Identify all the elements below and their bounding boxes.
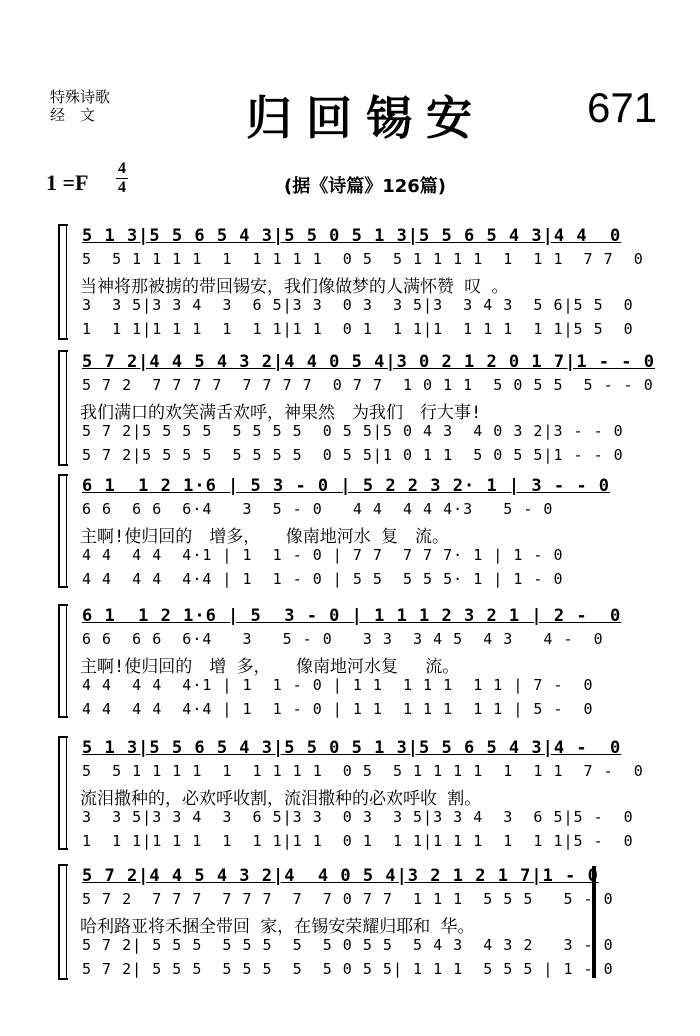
bass-line: 4 4 4 4 4·4 | 1 1 - 0 | 5 5 5 5 5· 1 | 1 - 0 [82,570,564,588]
soprano-line: 5 7 2|4 4 5 4 3 2|4 4 0 5 4|3 2 1 2 1 7|1 - 0 [82,866,599,886]
lyrics-line: 主啊!使归回的 增多， 像南地河水 复 流。 [80,527,449,547]
score-system-3 [70,472,611,590]
tenor-line: 3 3 5|3 3 4 3 6 5|3 3 0 3 3 5|3 3 4 3 5 6|5 5 0 [82,296,634,314]
alto-line: 5 5 1 1 1 1 1 1 1 1 1 0 5 5 1 1 1 1 1 1 1 7 7 0 [82,250,644,268]
tenor-line: 5 7 2|5 5 5 5 5 5 5 5 0 5 5|5 0 4 3 4 0 3 2|3 - - 0 [82,422,624,440]
tenor-line: 3 3 5|3 3 4 3 6 5|3 3 0 3 3 5|3 3 4 3 6 5|5 - 0 [82,808,634,826]
time-top: 4 [118,160,126,177]
soprano-line: 5 1 3|5 5 6 5 4 3|5 5 0 5 1 3|5 5 6 5 4 3|4 4 0 [82,226,622,246]
soprano-line: 5 1 3|5 5 6 5 4 3|5 5 0 5 1 3|5 5 6 5 4 3|4 - 0 [82,738,622,758]
bass-line: 5 7 2|5 5 5 5 5 5 5 5 0 5 5|1 0 1 1 5 0 5 5|1 - - 0 [82,446,624,464]
bass-line: 5 7 2| 5 5 5 5 5 5 5 5 0 5 5| 1 1 1 5 5 5 | 1 - 0 [82,960,614,978]
tenor-line: 4 4 4 4 4·1 | 1 1 - 0 | 7 7 7 7 7· 1 | 1 - 0 [82,546,564,564]
score-system-6 [70,862,614,982]
scripture-source: (据《诗篇》126篇) [284,176,447,197]
lyrics-line: 流泪撒种的，必欢呼收割，流泪撒种的必欢呼收 割。 [80,789,482,809]
final-barline [592,866,596,978]
alto-line: 6 6 6 6 6·4 3 5 - 0 4 4 4 4 4·3 5 - 0 [82,500,554,518]
score-system-4 [70,602,622,720]
score-system-2 [70,348,655,468]
key-signature: 1 =F [46,170,89,195]
category-line-2: 经 文 [50,106,96,124]
category-label [50,88,110,124]
hymn-number: 671 [587,84,658,131]
alto-line: 5 7 2 7 7 7 7 7 7 7 7 0 7 7 1 1 1 5 5 5 5 - 0 [82,890,614,908]
alto-line: 5 7 2 7 7 7 7 7 7 7 7 0 7 7 1 0 1 1 5 0 5 5 5 - - 0 [82,376,654,394]
hymn-title: 归回锡安 [246,91,486,145]
alto-line: 6 6 6 6 6·4 3 5 - 0 3 3 3 4 5 4 3 4 - 0 [82,630,604,648]
alto-line: 5 5 1 1 1 1 1 1 1 1 1 0 5 5 1 1 1 1 1 1 1 7 - 0 [82,762,644,780]
lyrics-line: 当神将那被掳的带回锡安，我们像做梦的人满怀赞 叹 。 [80,277,509,297]
time-signature [116,160,128,197]
lyrics-line: 哈利路亚将禾捆全带回 家，在锡安荣耀归耶和 华。 [80,917,475,937]
tenor-line: 5 7 2| 5 5 5 5 5 5 5 5 0 5 5 5 4 3 4 3 2 3 - 0 [82,936,614,954]
score-system-5 [70,734,644,852]
bass-line: 1 1 1|1 1 1 1 1 1|1 1 0 1 1 1|1 1 1 1 1 1|5 - 0 [82,832,634,850]
bass-line: 1 1 1|1 1 1 1 1 1|1 1 0 1 1 1|1 1 1 1 1 1|5 5 0 [82,320,634,338]
time-bottom: 4 [118,179,126,196]
soprano-line: 5 7 2|4 4 5 4 3 2|4 4 0 5 4|3 0 2 1 2 0 1 7|1 - - 0 [82,352,655,372]
bass-line: 4 4 4 4 4·4 | 1 1 - 0 | 1 1 1 1 1 1 1 | 5 - 0 [82,700,594,718]
lyrics-line: 我们满口的欢笑满舌欢呼，神果然 为我们 行大事! [80,403,482,423]
category-line-1: 特殊诗歌 [50,88,111,106]
soprano-line: 6 1 1 2 1·6 | 5 3 - 0 | 1 1 1 2 3 2 1 | 2 - 0 [82,606,622,626]
tenor-line: 4 4 4 4 4·1 | 1 1 - 0 | 1 1 1 1 1 1 1 | 7 - 0 [82,676,594,694]
soprano-line: 6 1 1 2 1·6 | 5 3 - 0 | 5 2 2 3 2· 1 | 3 - - 0 [82,476,611,496]
lyrics-line: 主啊!使归回的 增 多， 像南地河水复 流。 [80,657,460,677]
score-system-1 [70,222,644,342]
